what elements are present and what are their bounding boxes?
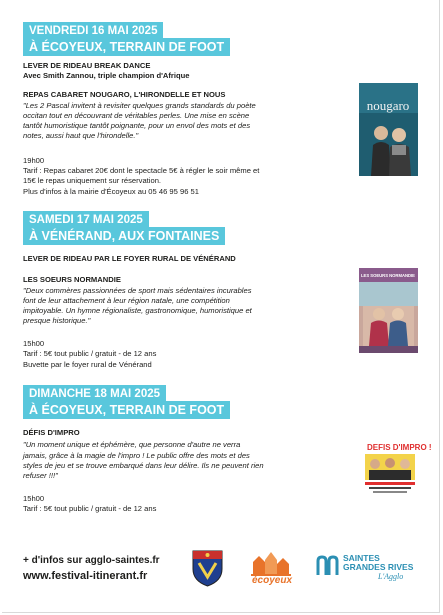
event-2-info-line: Tarif : 5€ tout public / gratuit - de 12 ans <box>23 349 157 358</box>
event-1-date-band: VENDREDI 16 MAI 2025 <box>23 22 163 40</box>
saintes-grandes-rives-logo <box>316 553 416 585</box>
event-3-place-band: À ÉCOYEUX, TERRAIN DE FOOT <box>23 401 230 419</box>
event-3-info-line: Tarif : 5€ tout public / gratuit - de 12 ans <box>23 504 157 513</box>
footer-info-line: + d'infos sur agglo-saintes.fr <box>23 555 160 566</box>
footer-website: www.festival-itinerant.fr <box>23 570 148 582</box>
saintes-logo-line1: SAINTES <box>343 553 380 563</box>
coat-of-arms-logo <box>191 549 224 587</box>
event-1-info-line: 15€ le repas uniquement sur réservation. <box>23 176 162 185</box>
event-2-opening-title: LEVER DE RIDEAU PAR LE FOYER RURAL DE VÉNÉRAND <box>23 254 236 263</box>
event-1-desc-line: tantôt humoristique tantôt poignante, pour un envol des mots et des <box>23 121 251 130</box>
event-3-time: 15h00 <box>23 494 45 503</box>
event-1-desc-line: occitan tout en découvrant de véritables perles. Une mise en scène <box>23 111 250 120</box>
event-1-poster <box>359 83 418 176</box>
event-3-date-band: DIMANCHE 18 MAI 2025 <box>23 385 166 403</box>
event-3-desc-line: refuser !!!" <box>23 471 58 480</box>
event-1-info-line: Tarif : Repas cabaret 20€ dont le spectacle 5€ à régler le soir même et <box>23 166 260 175</box>
event-1-desc-line: "Les 2 Pascal invitent à revisiter quelques grands standards du poète <box>23 101 256 110</box>
event-2-time: 15h00 <box>23 339 45 348</box>
event-3-poster-title: DEFIS D'IMPRO ! <box>367 443 432 452</box>
event-3-desc-line: styles de jeu et se trouve embarqué dans leur délire. Ils ne peuvent rien <box>23 461 264 470</box>
event-2-desc-line: font de leur attachement à leur région natale, une compétition <box>23 296 230 305</box>
event-1-place-band: À ÉCOYEUX, TERRAIN DE FOOT <box>23 38 230 56</box>
event-2-poster-title: LES SOEURS NORMANDIE <box>361 273 415 278</box>
event-2-desc-line: presque historique." <box>23 316 91 325</box>
saintes-logo-line2: GRANDES RIVES <box>343 562 414 572</box>
event-3-show-title: DÉFIS D'IMPRO <box>23 428 80 437</box>
event-3-desc-line: "Un moment unique et éphémère, que personne d'autre ne verra <box>23 440 241 449</box>
event-2-show-title: LES SOEURS NORMANDIE <box>23 275 121 284</box>
event-1-poster-title: nougaro <box>366 98 410 113</box>
event-1-show-title: REPAS CABARET NOUGARO, L'HIRONDELLE ET NOUS <box>23 90 226 99</box>
event-2-poster <box>359 268 418 353</box>
event-1-time: 19h00 <box>23 156 45 165</box>
event-3-poster <box>359 436 432 498</box>
event-2-info-line: Buvette par le foyer rural de Vénérand <box>23 360 152 369</box>
event-1-opening-subtitle: Avec Smith Zannou, triple champion d'Afrique <box>23 71 190 80</box>
event-2-desc-line: "Deux commères passionnées de sport mais sédentaires incurables <box>23 286 252 295</box>
ecoyeux-logo-text: écoyeux <box>251 575 293 586</box>
event-2-place-band: À VÉNÉRAND, AUX FONTAINES <box>23 227 225 245</box>
event-3-desc-line: jamais, grâce à la magie de l'impro ! Le public offre des mots et des <box>23 451 250 460</box>
event-1-desc-line: notes, aussi haut que l'hirondelle." <box>23 131 139 140</box>
saintes-logo-script: L'Agglo <box>378 572 404 581</box>
event-1-opening-title: LEVER DE RIDEAU BREAK DANCE <box>23 61 151 70</box>
event-1-info-line: Plus d'infos à la mairie d'Écoyeux au 05 46 95 96 51 <box>23 187 199 196</box>
event-2-desc-line: impitoyable. Un hymne régionaliste, gastronomique, humoristique et <box>23 306 252 315</box>
event-2-date-band: SAMEDI 17 MAI 2025 <box>23 211 149 229</box>
ecoyeux-logo <box>247 548 297 588</box>
